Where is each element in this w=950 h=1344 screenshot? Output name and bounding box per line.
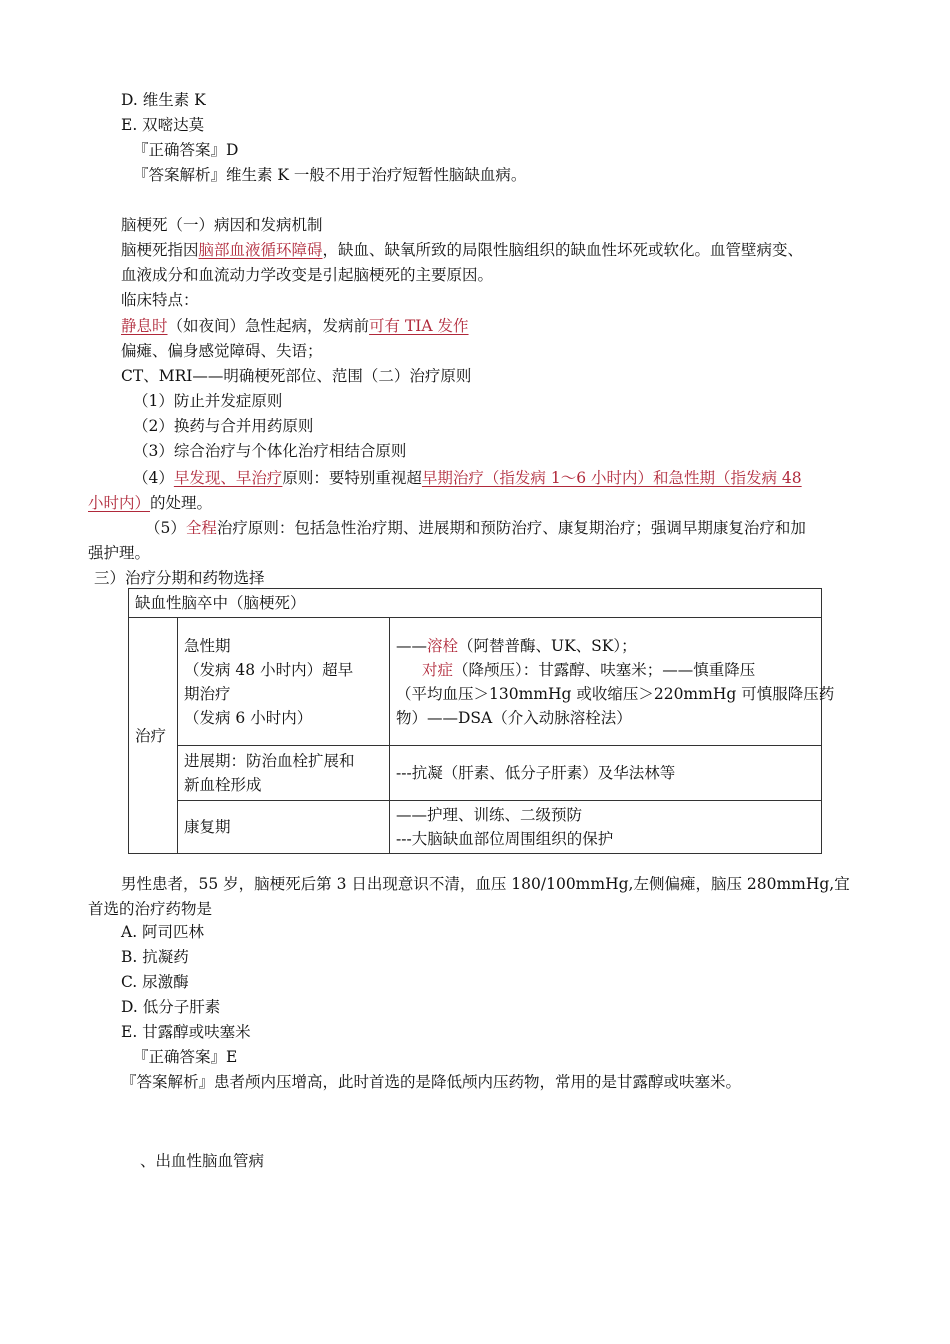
def-rest: ，缺血、缺氧所致的局限性脑组织的缺血性坏死或软化。血管壁病变、 bbox=[322, 241, 804, 259]
p4-mid: 原则：要特别重视超 bbox=[282, 469, 422, 487]
clinical-symptoms: 偏瘫、偏身感觉障碍、失语； bbox=[121, 342, 323, 360]
acute-l3: 期治疗 bbox=[184, 684, 231, 703]
acute-r1 bbox=[396, 634, 815, 658]
rehab-treatment-cell bbox=[390, 801, 822, 854]
q2-analysis: 『答案解析』患者颅内压增高，此时首选的是降低颅内压药物，常用的是甘露醇或呋塞米。 bbox=[121, 1073, 742, 1091]
clinical-imaging: CT、MRI——明确梗死部位、范围（二）治疗原则 bbox=[121, 367, 472, 385]
q1-option-e: E. 双嘧达莫 bbox=[121, 116, 205, 134]
q2-option-a: A. 阿司匹林 bbox=[121, 923, 205, 941]
p4-highlight-2: 早期治疗（指发病 1～6 小时内）和急性期（指发病 48 bbox=[421, 469, 802, 487]
q1-option-d: D. 维生素 K bbox=[121, 91, 206, 109]
table-row-rehab bbox=[129, 801, 822, 854]
principle-4-line2 bbox=[88, 493, 212, 513]
table-title: 缺血性脑卒中（脑梗死） bbox=[129, 589, 822, 618]
acute-l4: （发病 6 小时内） bbox=[184, 708, 313, 727]
symptomatic-highlight: 对症 bbox=[422, 660, 454, 679]
section-heading-infarct: 脑梗死（一）病因和发病机制 bbox=[121, 216, 323, 234]
p4-end: 的处理。 bbox=[150, 494, 213, 512]
q2-stem-line2: 首选的治疗药物是 bbox=[88, 900, 213, 918]
thrombolysis-highlight: 溶栓 bbox=[427, 636, 459, 655]
q2-stem: 男性患者，55 岁，脑梗死后第 3 日出现意识不清，血压 180/100mmHg,左侧偏瘫，脑压 280mmHg,宜 bbox=[121, 875, 850, 893]
tia-highlight: 可有 TIA 发作 bbox=[369, 317, 469, 335]
q2-answer: 『正确答案』E bbox=[133, 1048, 238, 1066]
progression-stage-cell bbox=[178, 746, 390, 801]
clinical-label: 临床特点： bbox=[121, 291, 199, 309]
acute-r2 bbox=[396, 658, 815, 682]
onset-mid: （如夜间）急性起病，发病前 bbox=[167, 317, 370, 335]
table-row-label: 治疗 bbox=[129, 618, 178, 854]
prog-l1: 进展期：防治血栓扩展和 bbox=[184, 752, 355, 770]
p4-highlight: 早发现、早治疗 bbox=[173, 469, 283, 487]
acute-l2: （发病 48 小时内）超早 bbox=[184, 660, 354, 679]
p5-rest: 治疗原则：包括急性治疗期、进展期和预防治疗、康复期治疗；强调早期康复治疗和加 bbox=[216, 519, 806, 537]
rehab-r2: ---大脑缺血部位周围组织的保护 bbox=[396, 830, 614, 848]
table-row-acute bbox=[129, 618, 822, 746]
def-prefix: 脑梗死指因 bbox=[121, 241, 199, 259]
p5-highlight: 全程 bbox=[185, 519, 217, 537]
p4-num: （4） bbox=[133, 469, 174, 487]
principle-5-line2: 强护理。 bbox=[88, 544, 151, 562]
clinical-onset bbox=[121, 316, 469, 336]
q1-answer: 『正确答案』D bbox=[133, 141, 239, 159]
q2-option-d: D. 低分子肝素 bbox=[121, 998, 221, 1016]
principle-3: （3）综合治疗与个体化治疗相结合原则 bbox=[133, 442, 407, 460]
rehab-stage-cell: 康复期 bbox=[178, 801, 390, 854]
section-heading-hemorrhage: 、出血性脑血管病 bbox=[140, 1152, 265, 1170]
q1-analysis: 『答案解析』维生素 K 一般不用于治疗短暂性脑缺血病。 bbox=[133, 166, 527, 184]
q2-option-b: B. 抗凝药 bbox=[121, 948, 189, 966]
onset-highlight: 静息时 bbox=[121, 317, 168, 335]
acute-r1-prefix: —— bbox=[396, 636, 427, 655]
def-highlight: 脑部血液循环障碍 bbox=[198, 241, 323, 259]
p4-highlight-3: 小时内） bbox=[88, 494, 151, 512]
acute-r4: 物）——DSA（介入动脉溶栓法） bbox=[396, 708, 632, 727]
infarct-definition-line2: 血液成分和血流动力学改变是引起脑梗死的主要原因。 bbox=[121, 266, 494, 284]
q2-option-c: C. 尿激酶 bbox=[121, 973, 189, 991]
table-title-row bbox=[129, 589, 822, 618]
table-row-progression bbox=[129, 746, 822, 801]
prog-l2: 新血栓形成 bbox=[184, 776, 262, 794]
principle-5 bbox=[145, 518, 806, 538]
acute-r1-rest: （阿替普酶、UK、SK）； bbox=[458, 636, 637, 655]
principle-4 bbox=[133, 468, 802, 488]
p5-num: （5） bbox=[145, 519, 186, 537]
rehab-r1: ——护理、训练、二级预防 bbox=[396, 806, 583, 824]
q2-option-e: E. 甘露醇或呋塞米 bbox=[121, 1023, 251, 1041]
acute-r2-rest: （降颅压）：甘露醇、呋塞米；——慎重降压 bbox=[453, 660, 756, 679]
stage-heading: 三）治疗分期和药物选择 bbox=[94, 569, 265, 587]
infarct-definition bbox=[121, 240, 803, 260]
acute-stage-cell bbox=[178, 618, 390, 746]
principle-1: （1）防止并发症原则 bbox=[133, 392, 283, 410]
principle-2: （2）换药与合并用药原则 bbox=[133, 417, 314, 435]
acute-treatment-cell bbox=[390, 618, 835, 746]
progression-treatment-cell: ---抗凝（肝素、低分子肝素）及华法林等 bbox=[390, 746, 822, 801]
acute-r3: （平均血压＞130mmHg 或收缩压＞220mmHg 可慎服降压药 bbox=[396, 684, 835, 703]
acute-l1: 急性期 bbox=[184, 636, 231, 655]
treatment-table bbox=[128, 588, 835, 854]
